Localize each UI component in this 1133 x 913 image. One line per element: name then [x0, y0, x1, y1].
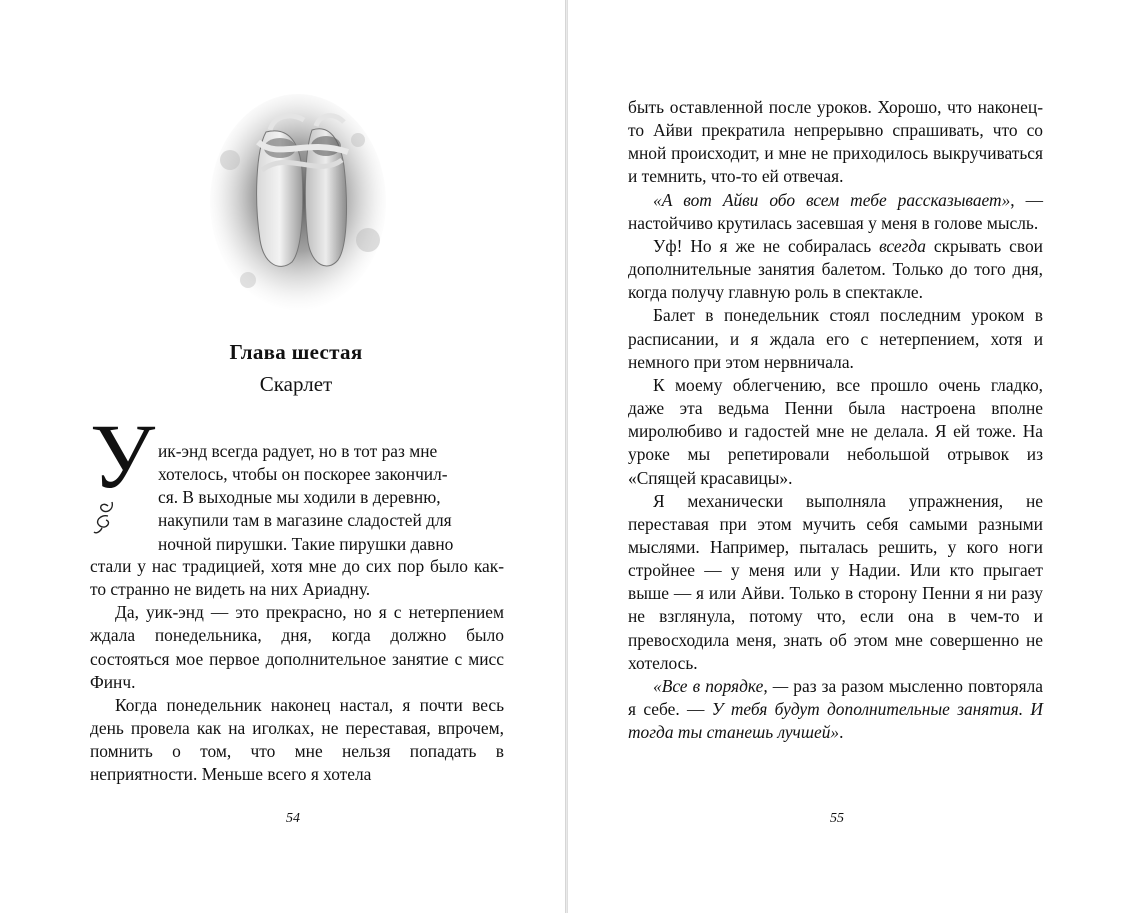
- intro-line: хотелось, чтобы он поскорее закончил-: [158, 464, 448, 485]
- intro-line: накупили там в магазине сладостей для: [158, 510, 452, 531]
- pointe-shoes-illustration: [208, 90, 388, 315]
- right-page: [568, 0, 1133, 913]
- paragraph: стали у нас традицией, хотя мне до сих пор было как-то странно не видеть на них Ариадну.: [90, 556, 504, 600]
- pointe-shoes-icon: [208, 90, 388, 315]
- italic-quote: «Все в порядке, —: [653, 675, 789, 696]
- drop-cap-letter: У: [90, 405, 156, 507]
- paragraph-text: Уф! Но я же не собиралась: [653, 235, 880, 256]
- chapter-subtitle: Скарлет: [259, 372, 333, 396]
- flourish-icon: [92, 500, 122, 536]
- right-body-text: [628, 96, 1043, 744]
- paragraph: Когда понедельник наконец настал, я почти весь день провела как на иголках, не переставая, впрочем, помнить о том, что мне нельзя попадать в неприятности. Меньше всего я хотела: [90, 694, 504, 785]
- italic-quote: «А вот Айви обо всем тебе рассказывает»: [653, 189, 1011, 210]
- paragraph-text: раз за разом мысленно повторяла я себе. —: [628, 675, 1044, 720]
- intro-text: [158, 440, 504, 556]
- paragraph-text: скрывать свои дополнительные занятия балетом. Только до того дня, когда получу главную роль в спектакле.: [628, 235, 1043, 303]
- chapter-title: Глава шестая: [229, 340, 363, 364]
- italic-word: всегда: [879, 235, 926, 256]
- paragraph: [628, 675, 1043, 744]
- paragraph: быть оставленной после уроков. Хорошо, что наконец-то Айви прекратила непрерывно спрашивать, что со мной происходит, и мне не приходилось выкручиваться и темнить, что-то ей отвечая.: [628, 97, 1043, 187]
- paragraph-text: , — настойчиво крутилась засевшая у меня в голове мысль.: [628, 189, 1043, 233]
- intro-line: ся. В выходные мы ходили в деревню,: [158, 487, 441, 508]
- intro-line: ик-энд всегда радует, но в тот раз мне: [158, 441, 438, 461]
- intro-line: ночной пирушки. Такие пирушки давно: [158, 533, 454, 554]
- page-number-left: 54: [286, 811, 300, 826]
- paragraph-text: .: [839, 722, 844, 743]
- paragraph: Я механически выполняла упражнения, не переставая при этом мучить себя самыми разными мыслями. Например, пыталась решить, у кого ноги стройнее — у меня или у Надии. Или кто прыгает выше — я или Айви. Только в сторону Пенни я ни разу не взглянула, потому что, если она в чем-то и превосходила меня, знать об этом мне совершенно не хотелось.: [628, 490, 1043, 673]
- paragraph: Да, уик-энд — это прекрасно, но я с нетерпением ждала понедельника, дня, когда должно было состояться мое первое дополнительное занятие с мисс Финч.: [90, 602, 504, 692]
- paragraph: [628, 189, 1043, 235]
- page-number-right: 55: [830, 811, 844, 826]
- paragraph: Балет в понедельник стоял последним уроком в расписании, и я ждала его с нетерпением, хотя и немного при этом нервничала.: [628, 305, 1043, 372]
- left-page: [0, 0, 566, 913]
- left-body-text: [90, 555, 504, 787]
- paragraph: [628, 235, 1043, 304]
- drop-cap: [90, 405, 156, 528]
- paragraph: К моему облегчению, все прошло очень гладко, даже эта ведьма Пенни была настроена вполне миролюбиво и гадостей мне не делала. Я ей тоже. На уроке мы репетировали небольшой отрывок из «Спящей красавицы».: [628, 374, 1043, 488]
- italic-quote: У тебя будут дополнительные занятия. И тогда ты станешь лучшей»: [628, 699, 1043, 743]
